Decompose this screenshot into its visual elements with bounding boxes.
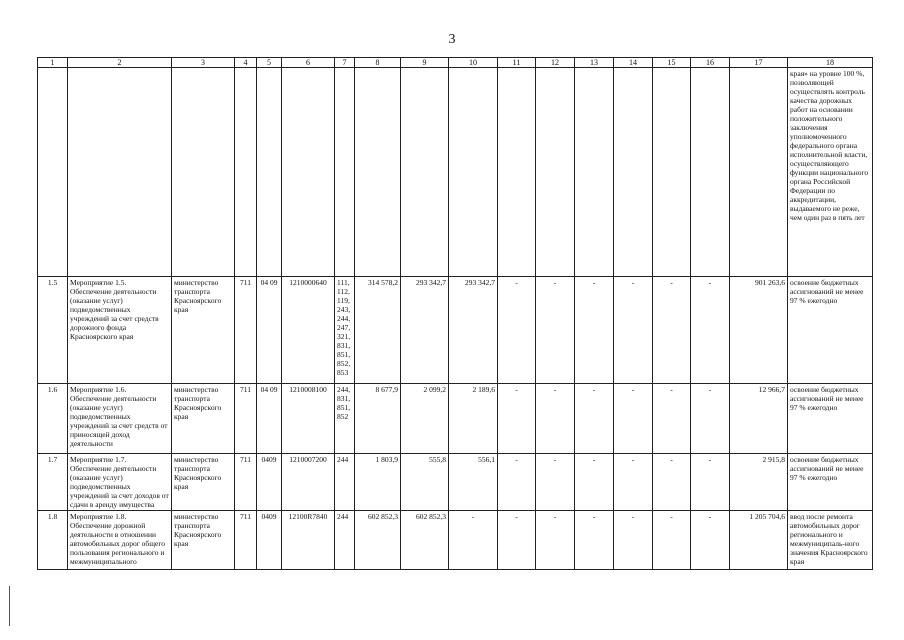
value-cell: 602 852,3	[401, 511, 449, 570]
executor-cell: министерство транспорта Красноярского края	[172, 277, 235, 384]
value-cell: -	[536, 384, 575, 454]
value-cell: -	[575, 277, 614, 384]
page-number: 3	[448, 32, 456, 47]
table-row	[38, 511, 873, 570]
column-header: 1	[38, 58, 68, 68]
row-number-cell: 1.6	[38, 384, 68, 454]
column-header: 9	[401, 58, 449, 68]
measure-name-cell: Мероприятие 1.5. Обеспечение деятельности (оказание услуг) подведомственных учреждений за счет средств дорожного фонда Красноярского края	[68, 277, 172, 384]
measure-name-cell: Мероприятие 1.7. Обеспечение деятельности (оказание услуг) подведомственных учреждений за счет доходов от сдачи в аренду имущества	[68, 454, 172, 511]
row-number-cell: 1.5	[38, 277, 68, 384]
column-header: 18	[788, 58, 873, 68]
column-header: 6	[282, 58, 335, 68]
rzpr-cell: 04 09	[257, 384, 282, 454]
executor-cell: министерство транспорта Красноярского края	[172, 511, 235, 570]
table-row	[38, 454, 873, 511]
csr-cell: 1210008100	[282, 384, 335, 454]
vr-cell: 111, 112, 119, 243, 244, 247, 321, 831, 851, 852, 853	[335, 277, 355, 384]
empty-cell	[614, 68, 653, 277]
empty-cell	[691, 68, 730, 277]
empty-cell	[575, 68, 614, 277]
empty-cell	[401, 68, 449, 277]
column-header: 10	[449, 58, 498, 68]
empty-cell	[730, 68, 788, 277]
vr-cell: 244	[335, 454, 355, 511]
measure-name-cell: Мероприятие 1.6. Обеспечение деятельности (оказание услуг) подведомственных учреждений за счет средств от приносящей доход деятельности	[68, 384, 172, 454]
result-cell: ввод после ремонта автомобильных дорог регионального и межмуниципаль-ного значения Красноярского края	[788, 511, 873, 570]
continuation-result-cell: края» на уровне 100 %, позволяющей осуществлять контроль качества дорожных работ на основании положительного заключения уполномоченного федерального органа исполнительной власти, осуществляющего функции национального органа Российской Федерации по аккредитации, выдаваемого не реже, чем один раз в пять лет	[788, 68, 873, 277]
vr-cell: 244	[335, 511, 355, 570]
rzpr-cell: 0409	[257, 511, 282, 570]
value-cell: -	[614, 384, 653, 454]
value-cell: -	[691, 384, 730, 454]
value-cell: 293 342,7	[449, 277, 498, 384]
empty-cell	[653, 68, 691, 277]
total-cell: 2 915,8	[730, 454, 788, 511]
csr-cell: 1210007200	[282, 454, 335, 511]
value-cell: 8 677,9	[355, 384, 401, 454]
value-cell: -	[498, 384, 536, 454]
value-cell: -	[575, 454, 614, 511]
column-header: 16	[691, 58, 730, 68]
row-number-cell: 1.8	[38, 511, 68, 570]
column-header: 12	[536, 58, 575, 68]
row-number-cell: 1.7	[38, 454, 68, 511]
value-cell: -	[653, 511, 691, 570]
value-cell: -	[498, 454, 536, 511]
value-cell: -	[536, 454, 575, 511]
value-cell: -	[653, 277, 691, 384]
rzpr-cell: 04 09	[257, 277, 282, 384]
value-cell: -	[653, 384, 691, 454]
grbs-cell: 711	[235, 277, 257, 384]
value-cell: 314 578,2	[355, 277, 401, 384]
value-cell: -	[575, 384, 614, 454]
value-cell: -	[498, 277, 536, 384]
csr-cell: 1210000640	[282, 277, 335, 384]
empty-cell	[172, 68, 235, 277]
table-row	[38, 277, 873, 384]
value-cell: 602 852,3	[355, 511, 401, 570]
rzpr-cell: 0409	[257, 454, 282, 511]
result-cell: освоение бюджетных ассигнований не менее 97 % ежегодно	[788, 454, 873, 511]
grbs-cell: 711	[235, 384, 257, 454]
value-cell: 2 099,2	[401, 384, 449, 454]
value-cell: -	[691, 277, 730, 384]
total-cell: 1 205 704,6	[730, 511, 788, 570]
value-cell: 293 342,7	[401, 277, 449, 384]
empty-cell	[536, 68, 575, 277]
value-cell: -	[653, 454, 691, 511]
empty-cell	[235, 68, 257, 277]
value-cell: 2 189,6	[449, 384, 498, 454]
value-cell: -	[449, 511, 498, 570]
value-cell: -	[691, 454, 730, 511]
column-header: 8	[355, 58, 401, 68]
empty-cell	[38, 68, 68, 277]
column-header: 14	[614, 58, 653, 68]
value-cell: 1 803,9	[355, 454, 401, 511]
executor-cell: министерство транспорта Красноярского края	[172, 384, 235, 454]
budget-table	[37, 57, 873, 570]
grbs-cell: 711	[235, 454, 257, 511]
value-cell: -	[614, 454, 653, 511]
column-header: 11	[498, 58, 536, 68]
column-number-row	[38, 58, 873, 68]
total-cell: 901 263,6	[730, 277, 788, 384]
empty-cell	[335, 68, 355, 277]
column-header: 5	[257, 58, 282, 68]
column-header: 7	[335, 58, 355, 68]
table-row	[38, 384, 873, 454]
value-cell: -	[691, 511, 730, 570]
column-header: 2	[68, 58, 172, 68]
column-header: 17	[730, 58, 788, 68]
value-cell: -	[614, 511, 653, 570]
empty-cell	[282, 68, 335, 277]
value-cell: -	[498, 511, 536, 570]
value-cell: -	[575, 511, 614, 570]
empty-cell	[257, 68, 282, 277]
measure-name-cell: Мероприятие 1.8. Обеспечение дорожной деятельности в отношении автомобильных дорог общего пользования регионального и межмуниципального	[68, 511, 172, 570]
empty-cell	[68, 68, 172, 277]
value-cell: 556,1	[449, 454, 498, 511]
value-cell: -	[614, 277, 653, 384]
csr-cell: 12100R7840	[282, 511, 335, 570]
empty-cell	[355, 68, 401, 277]
column-header: 3	[172, 58, 235, 68]
empty-cell	[498, 68, 536, 277]
value-cell: 555,8	[401, 454, 449, 511]
column-header: 13	[575, 58, 614, 68]
column-header: 4	[235, 58, 257, 68]
continuation-row	[38, 68, 873, 277]
grbs-cell: 711	[235, 511, 257, 570]
result-cell: освоение бюджетных ассигнований не менее 97 % ежегодно	[788, 277, 873, 384]
total-cell: 12 966,7	[730, 384, 788, 454]
vr-cell: 244, 831, 851, 852	[335, 384, 355, 454]
empty-cell	[449, 68, 498, 277]
scan-margin-line	[9, 586, 10, 626]
result-cell: освоение бюджетных ассигнований не менее 97 % ежегодно	[788, 384, 873, 454]
column-header: 15	[653, 58, 691, 68]
value-cell: -	[536, 511, 575, 570]
value-cell: -	[536, 277, 575, 384]
executor-cell: министерство транспорта Красноярского края	[172, 454, 235, 511]
